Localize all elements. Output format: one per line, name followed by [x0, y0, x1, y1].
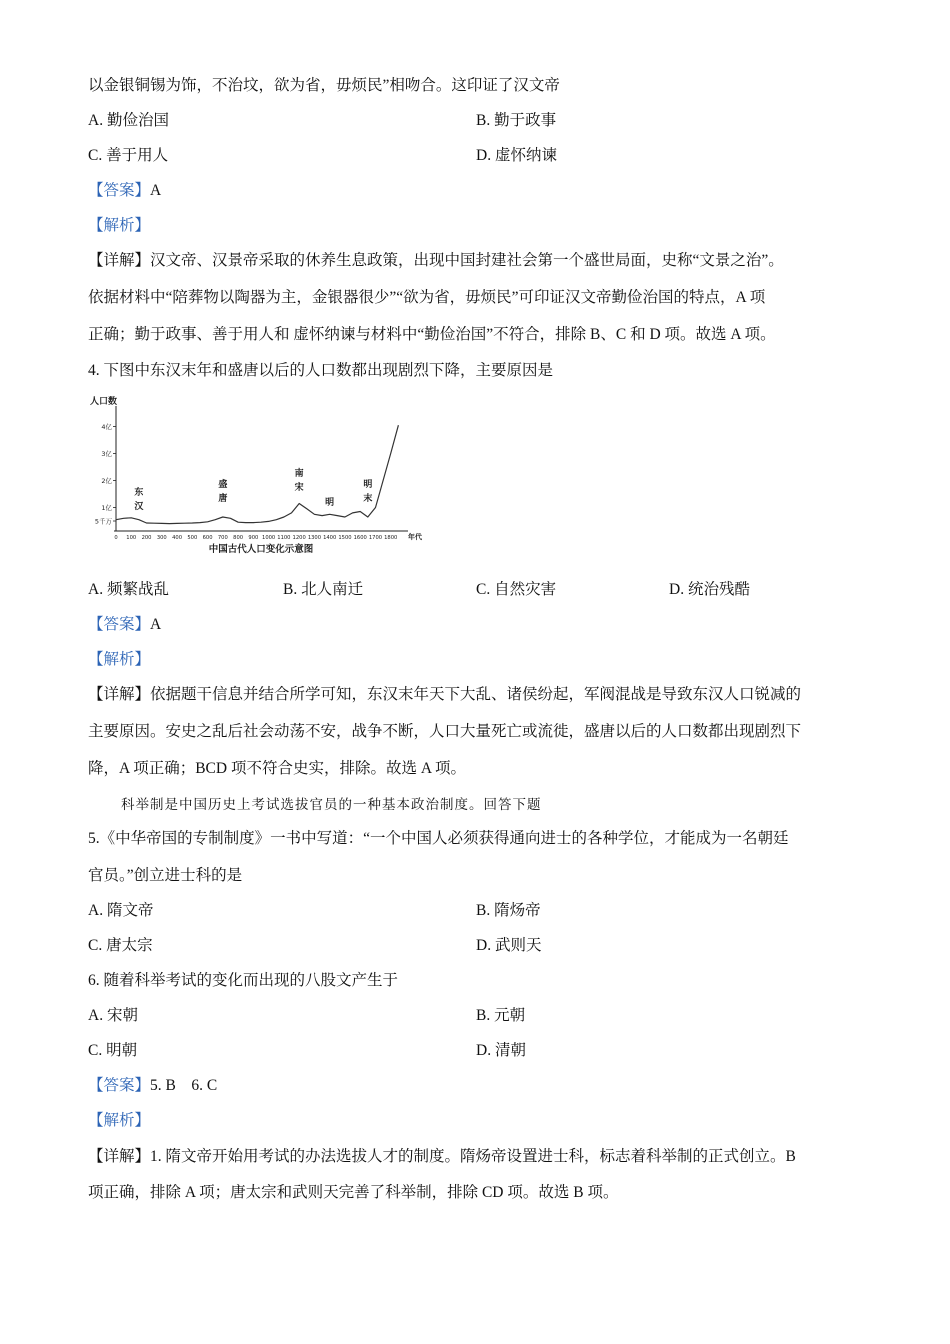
q4-detail-1 — [88, 685, 801, 705]
x-tick-label: 0 — [114, 535, 118, 541]
q5-option-c: C. 唐太宗 — [88, 937, 153, 954]
q6-option-a: A. 宋朝 — [88, 1007, 138, 1024]
q56-detail-1 — [88, 1147, 796, 1167]
x-tick-label: 600 — [202, 535, 213, 541]
q56-analysis-tag: 【解析】 — [88, 1112, 151, 1129]
x-tick-label: 900 — [248, 535, 259, 541]
x-tick-label: 1000 — [262, 535, 276, 541]
q4-option-d: D. 统治残酷 — [669, 581, 750, 598]
x-tick-label: 1600 — [353, 535, 367, 541]
q4-option-c: C. 自然灾害 — [476, 581, 557, 598]
annotation-label: 明末 — [363, 480, 373, 504]
answer-value: A — [150, 616, 162, 633]
q5-option-a: A. 隋文帝 — [88, 902, 154, 919]
y-tick-label: 4亿 — [101, 423, 112, 431]
x-tick-label: 300 — [156, 535, 167, 541]
q3-option-d: D. 虚怀纳谏 — [476, 147, 557, 164]
population-series-line — [116, 425, 398, 523]
q6-option-d: D. 清朝 — [476, 1042, 526, 1059]
detail-tag: 【详解】 — [88, 252, 151, 269]
x-tick-label: 400 — [172, 535, 183, 541]
q3-detail-3: 正确；勤于政事、善于用人和 虚怀纳谏与材料中“勤俭治国”不符合，排除 B、C 和 D 项。故选 A 项。 — [88, 326, 776, 343]
detail-text: 依据题干信息并结合所学可知，东汉末年天下大乱、诸侯纷起，军阀混战是导致东汉人口锐减的 — [150, 686, 802, 703]
detail-text: 汉文帝、汉景帝采取的休养生息政策，出现中国封建社会第一个盛世局面，史称“文景之治”。 — [150, 252, 784, 269]
q4-analysis-tag: 【解析】 — [88, 651, 151, 668]
x-tick-label: 1500 — [338, 535, 352, 541]
x-tick-label: 700 — [217, 535, 228, 541]
q4-stem: 4. 下图中东汉末年和盛唐以后的人口数都出现剧烈下降，主要原因是 — [88, 362, 554, 379]
x-tick-label: 1300 — [307, 535, 322, 541]
answer-tag: 【答案】 — [88, 616, 151, 633]
detail-text: 1. 隋文帝开始用考试的办法选拔人才的制度。隋炀帝设置进士科，标志着科举制的正式创立。B — [150, 1148, 796, 1165]
population-chart — [88, 392, 422, 564]
q5-stem-line1: 5.《中华帝国的专制制度》一书中写道：“一个中国人必须获得通向进士的各种学位，才能成为一名朝廷 — [88, 830, 789, 847]
x-axis-label: 年代 — [408, 533, 422, 541]
q6-option-b: B. 元朝 — [476, 1007, 526, 1024]
q4-detail-2: 主要原因。安史之乱后社会动荡不安，战争不断，人口大量死亡或流徙，盛唐以后的人口数都出现剧烈下 — [88, 723, 802, 740]
answer-tag: 【答案】 — [88, 1077, 151, 1094]
x-tick-label: 1400 — [323, 535, 337, 541]
q6-stem: 6. 随着科举考试的变化而出现的八股文产生于 — [88, 972, 399, 989]
q4-answer — [88, 615, 161, 635]
q4-option-a: A. 频繁战乱 — [88, 581, 169, 598]
x-tick-label: 500 — [187, 535, 198, 541]
q3-option-a: A. 勤俭治国 — [88, 112, 169, 129]
chart-title: 中国古代人口变化示意图 — [208, 544, 314, 555]
q56-answer — [88, 1076, 217, 1096]
annotation-label: 明 — [325, 497, 335, 508]
q5-option-d: D. 武则天 — [476, 937, 542, 954]
q5-stem-line2: 官员。”创立进士科的是 — [88, 867, 243, 884]
section-intro: 科举制是中国历史上考试选拔官员的一种基本政治制度。回答下题 — [121, 797, 542, 813]
q4-option-b: B. 北人南迁 — [283, 581, 364, 598]
detail-tag: 【详解】 — [88, 686, 151, 703]
x-tick-label: 1200 — [292, 535, 306, 541]
q3-detail-1 — [88, 251, 784, 271]
x-tick-label: 800 — [233, 535, 244, 541]
q3-option-c: C. 善于用人 — [88, 147, 169, 164]
answer-tag: 【答案】 — [88, 182, 151, 199]
x-tick-label: 1700 — [368, 535, 383, 541]
y-tick-label: 3亿 — [101, 450, 112, 458]
q5-option-b: B. 隋炀帝 — [476, 902, 541, 919]
q3-stem-tail: 以金银铜锡为饰，不治坟，欲为省，毋烦民”相吻合。这印证了汉文帝 — [88, 77, 560, 94]
y-axis-label: 人口数 — [90, 397, 118, 407]
y-tick-label: 5千万 — [94, 517, 112, 526]
y-tick-label: 2亿 — [101, 477, 112, 485]
answer-value: 5. B 6. C — [150, 1077, 218, 1094]
q56-detail-2: 项正确，排除 A 项；唐太宗和武则天完善了科举制，排除 CD 项。故选 B 项。 — [88, 1184, 619, 1201]
detail-tag: 【详解】 — [88, 1148, 151, 1165]
annotation-label: 南宋 — [294, 469, 304, 494]
annotation-label: 东汉 — [134, 488, 144, 513]
x-tick-label: 200 — [141, 535, 152, 541]
annotation-label: 盛唐 — [218, 480, 228, 504]
x-tick-label: 1800 — [384, 535, 398, 541]
q3-option-b: B. 勤于政事 — [476, 112, 557, 129]
y-tick-label: 1亿 — [101, 504, 112, 512]
q4-detail-3: 降，A 项正确；BCD 项不符合史实，排除。故选 A 项。 — [88, 760, 467, 777]
q3-answer — [88, 181, 161, 201]
q6-option-c: C. 明朝 — [88, 1042, 138, 1059]
x-tick-label: 1100 — [277, 535, 291, 541]
x-tick-label: 100 — [126, 535, 137, 541]
q3-analysis-tag: 【解析】 — [88, 217, 151, 234]
answer-value: A — [150, 182, 162, 199]
q3-detail-2: 依据材料中“陪葬物以陶器为主，金银器很少”“欲为省，毋烦民”可印证汉文帝勤俭治国的特点，A 项 — [88, 289, 766, 306]
